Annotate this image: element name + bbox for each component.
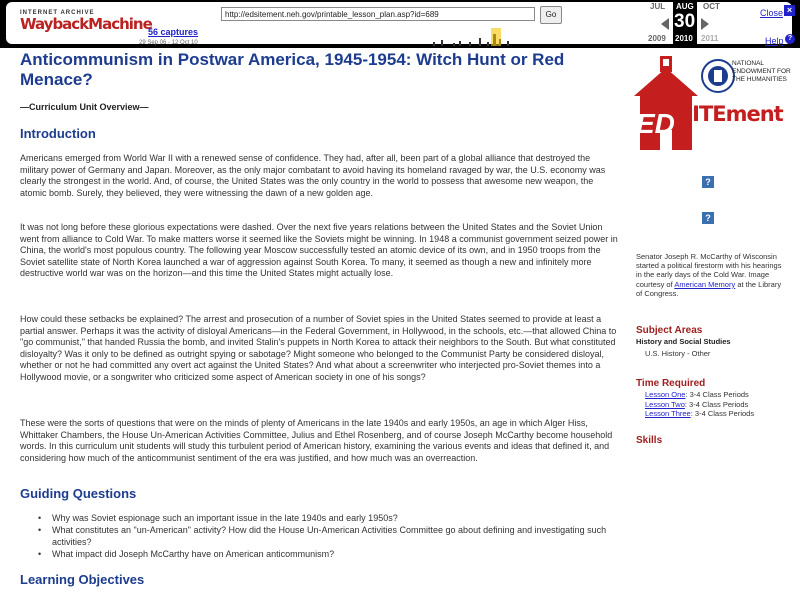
wayback-url-input[interactable]: http://edsitement.neh.gov/printable_lesson_plan.asp?id=689: [221, 7, 535, 21]
lesson-row: [645, 409, 754, 419]
subject-category: History and Social Studies: [636, 337, 731, 346]
wayback-current-month: AUG: [676, 2, 694, 11]
edsitement-ed: ED: [636, 108, 675, 139]
wayback-prev-year[interactable]: 2009: [648, 34, 666, 43]
intro-paragraph-2: It was not long before these glorious expectations were dashed. Over the next five years relations between the United States and the Soviet Union went from alliance to Cold War. To make matters worse it seemed like the Soviets might be winning. In 1948 a communist government seized power in China, the world's most populous country. The following year Moscow successfully tested an atomic device of its own, and in 1950 troops from the Soviet satellite state of North Korea launched a war of aggression against South Korea. To many, it seemed as though a new and infinitely more destructive world war was on the horizon—and this time the United States might actually lose.: [20, 222, 618, 279]
guiding-questions-heading: Guiding Questions: [20, 486, 137, 501]
wayback-current-year: 2010: [675, 34, 693, 43]
curriculum-overview-label: —Curriculum Unit Overview—: [20, 102, 149, 112]
wayback-logo-main: WaybackMachine: [20, 15, 152, 33]
lesson-duration: : 3-4 Class Periods: [685, 390, 749, 399]
help-icon[interactable]: ?: [702, 212, 714, 224]
image-caption: [636, 252, 786, 298]
lesson-one-link[interactable]: Lesson One: [645, 390, 686, 399]
wayback-date-range: 29 Sep 06 - 12 Oct 10: [139, 40, 198, 46]
caption-tail: at the Library of Congress.: [636, 279, 782, 298]
list-item: • What constitutes an "un-American" activity? How did the House Un-American Activities Committee go about defining and investigating such activities?: [38, 525, 618, 548]
page-title: Anticommunism in Postwar America, 1945-1954: Witch Hunt or Red Menace?: [20, 50, 565, 89]
learning-objectives-heading: Learning Objectives: [20, 572, 145, 587]
lesson-three-link[interactable]: Lesson Three: [645, 409, 691, 418]
guiding-questions-list: [38, 513, 618, 562]
lesson-row: [645, 390, 749, 400]
close-icon[interactable]: ×: [784, 5, 795, 16]
wayback-toolbar-panel: [6, 2, 792, 44]
edsitement-site: SITEment: [678, 102, 783, 126]
wayback-capture-sparkline[interactable]: [221, 26, 621, 46]
neh-logo-text: NATIONAL ENDOWMENT FOR THE HUMANITIES: [732, 60, 791, 83]
wayback-toolbar: [0, 0, 800, 48]
caption-text: Senator Joseph R. McCarthy of Wisconsin started a political firestorm with his hearings in the early days of the Cold War. Image courtesy of: [636, 252, 782, 289]
subject-areas-heading: Subject Areas: [636, 325, 703, 336]
subject-item: U.S. History - Other: [645, 349, 711, 358]
list-item: • What impact did Joseph McCarthy have on American anticommunism?: [38, 549, 618, 560]
wayback-help-link[interactable]: Help: [765, 36, 784, 46]
list-item: • Why was Soviet espionage such an important issue in the late 1940s and early 1950s?: [38, 513, 618, 524]
time-required-heading: Time Required: [636, 378, 706, 389]
lesson-duration: : 3-4 Class Periods: [690, 409, 755, 418]
lesson-duration: : 3-4 Class Periods: [684, 399, 749, 409]
intro-paragraph-1: Americans emerged from World War II with a renewed sense of confidence. They had, after all, been part of a global alliance that destroyed the military power of Germany and Japan. Moreover, as the only major combatant to avoid having its homeland ravaged by war, the U.S. economy was clearly the strongest in the world. And, of course, the United States was the only country in the world to possess that awesome new weapon, the atomic bomb. Surely, they believed, they were witnessing the dawn of a new golden age.: [20, 153, 606, 198]
intro-paragraph-4: These were the sorts of questions that were on the minds of plenty of Americans in the late 1940s and early 1950s, an age in which Alger Hiss, Whittaker Chambers, the House Un-American Activities Committee, Julius and Ethel Rosenberg, and of course Joseph McCarthy become household words. In this curriculum unit students will study this turbulent period of American history, examining the various events and ideas that defined it, and considering how much of the anticommunist sentiment of the era was justified, and how much was an overreaction.: [20, 418, 613, 463]
help-icon[interactable]: ?: [785, 34, 795, 44]
wayback-captures-link[interactable]: 56 captures: [148, 27, 199, 37]
introduction-heading: Introduction: [20, 126, 96, 141]
wayback-prev-month[interactable]: JUL: [650, 2, 666, 11]
american-memory-link[interactable]: American Memory: [674, 279, 736, 289]
help-icon[interactable]: ?: [702, 176, 714, 188]
wayback-next-month[interactable]: OCT: [703, 2, 720, 11]
intro-paragraph-3: How could these setbacks be explained? The arrest and prosecution of a number of Soviet spies in the United States seemed to provide at least a partial answer. Perhaps it was the activity of disloyal Americans—in the Federal Government, in Hollywood, in the schools, etc.—that allowed China to "go communist," that handed Russia the bomb, and invited Stalin's puppets in North Korea to attack their neighbors to the South. But what constituted disloyalty? Was it only to be defined as outright spying or sabotage? Might someone who belonged to the Communist Party be considered disloyal, whether or not he had committed any overt act against the United States? And what about a screenwriter who interjected pro-Soviet themes into a Hollywood movie, or a songwriter who criticized some aspect of American society in one of his songs?: [20, 314, 617, 382]
wayback-logo[interactable]: [20, 10, 152, 33]
skills-heading: Skills: [636, 435, 663, 446]
wayback-current-day: 30: [674, 11, 696, 32]
wayback-go-button[interactable]: Go: [540, 6, 562, 24]
wayback-close-link[interactable]: Close: [760, 8, 784, 18]
wayback-next-year: 2011: [701, 34, 719, 43]
lesson-row: [645, 400, 748, 410]
wayback-logo-top: INTERNET ARCHIVE: [20, 10, 95, 16]
lesson-two-link[interactable]: Lesson Two: [645, 399, 685, 409]
